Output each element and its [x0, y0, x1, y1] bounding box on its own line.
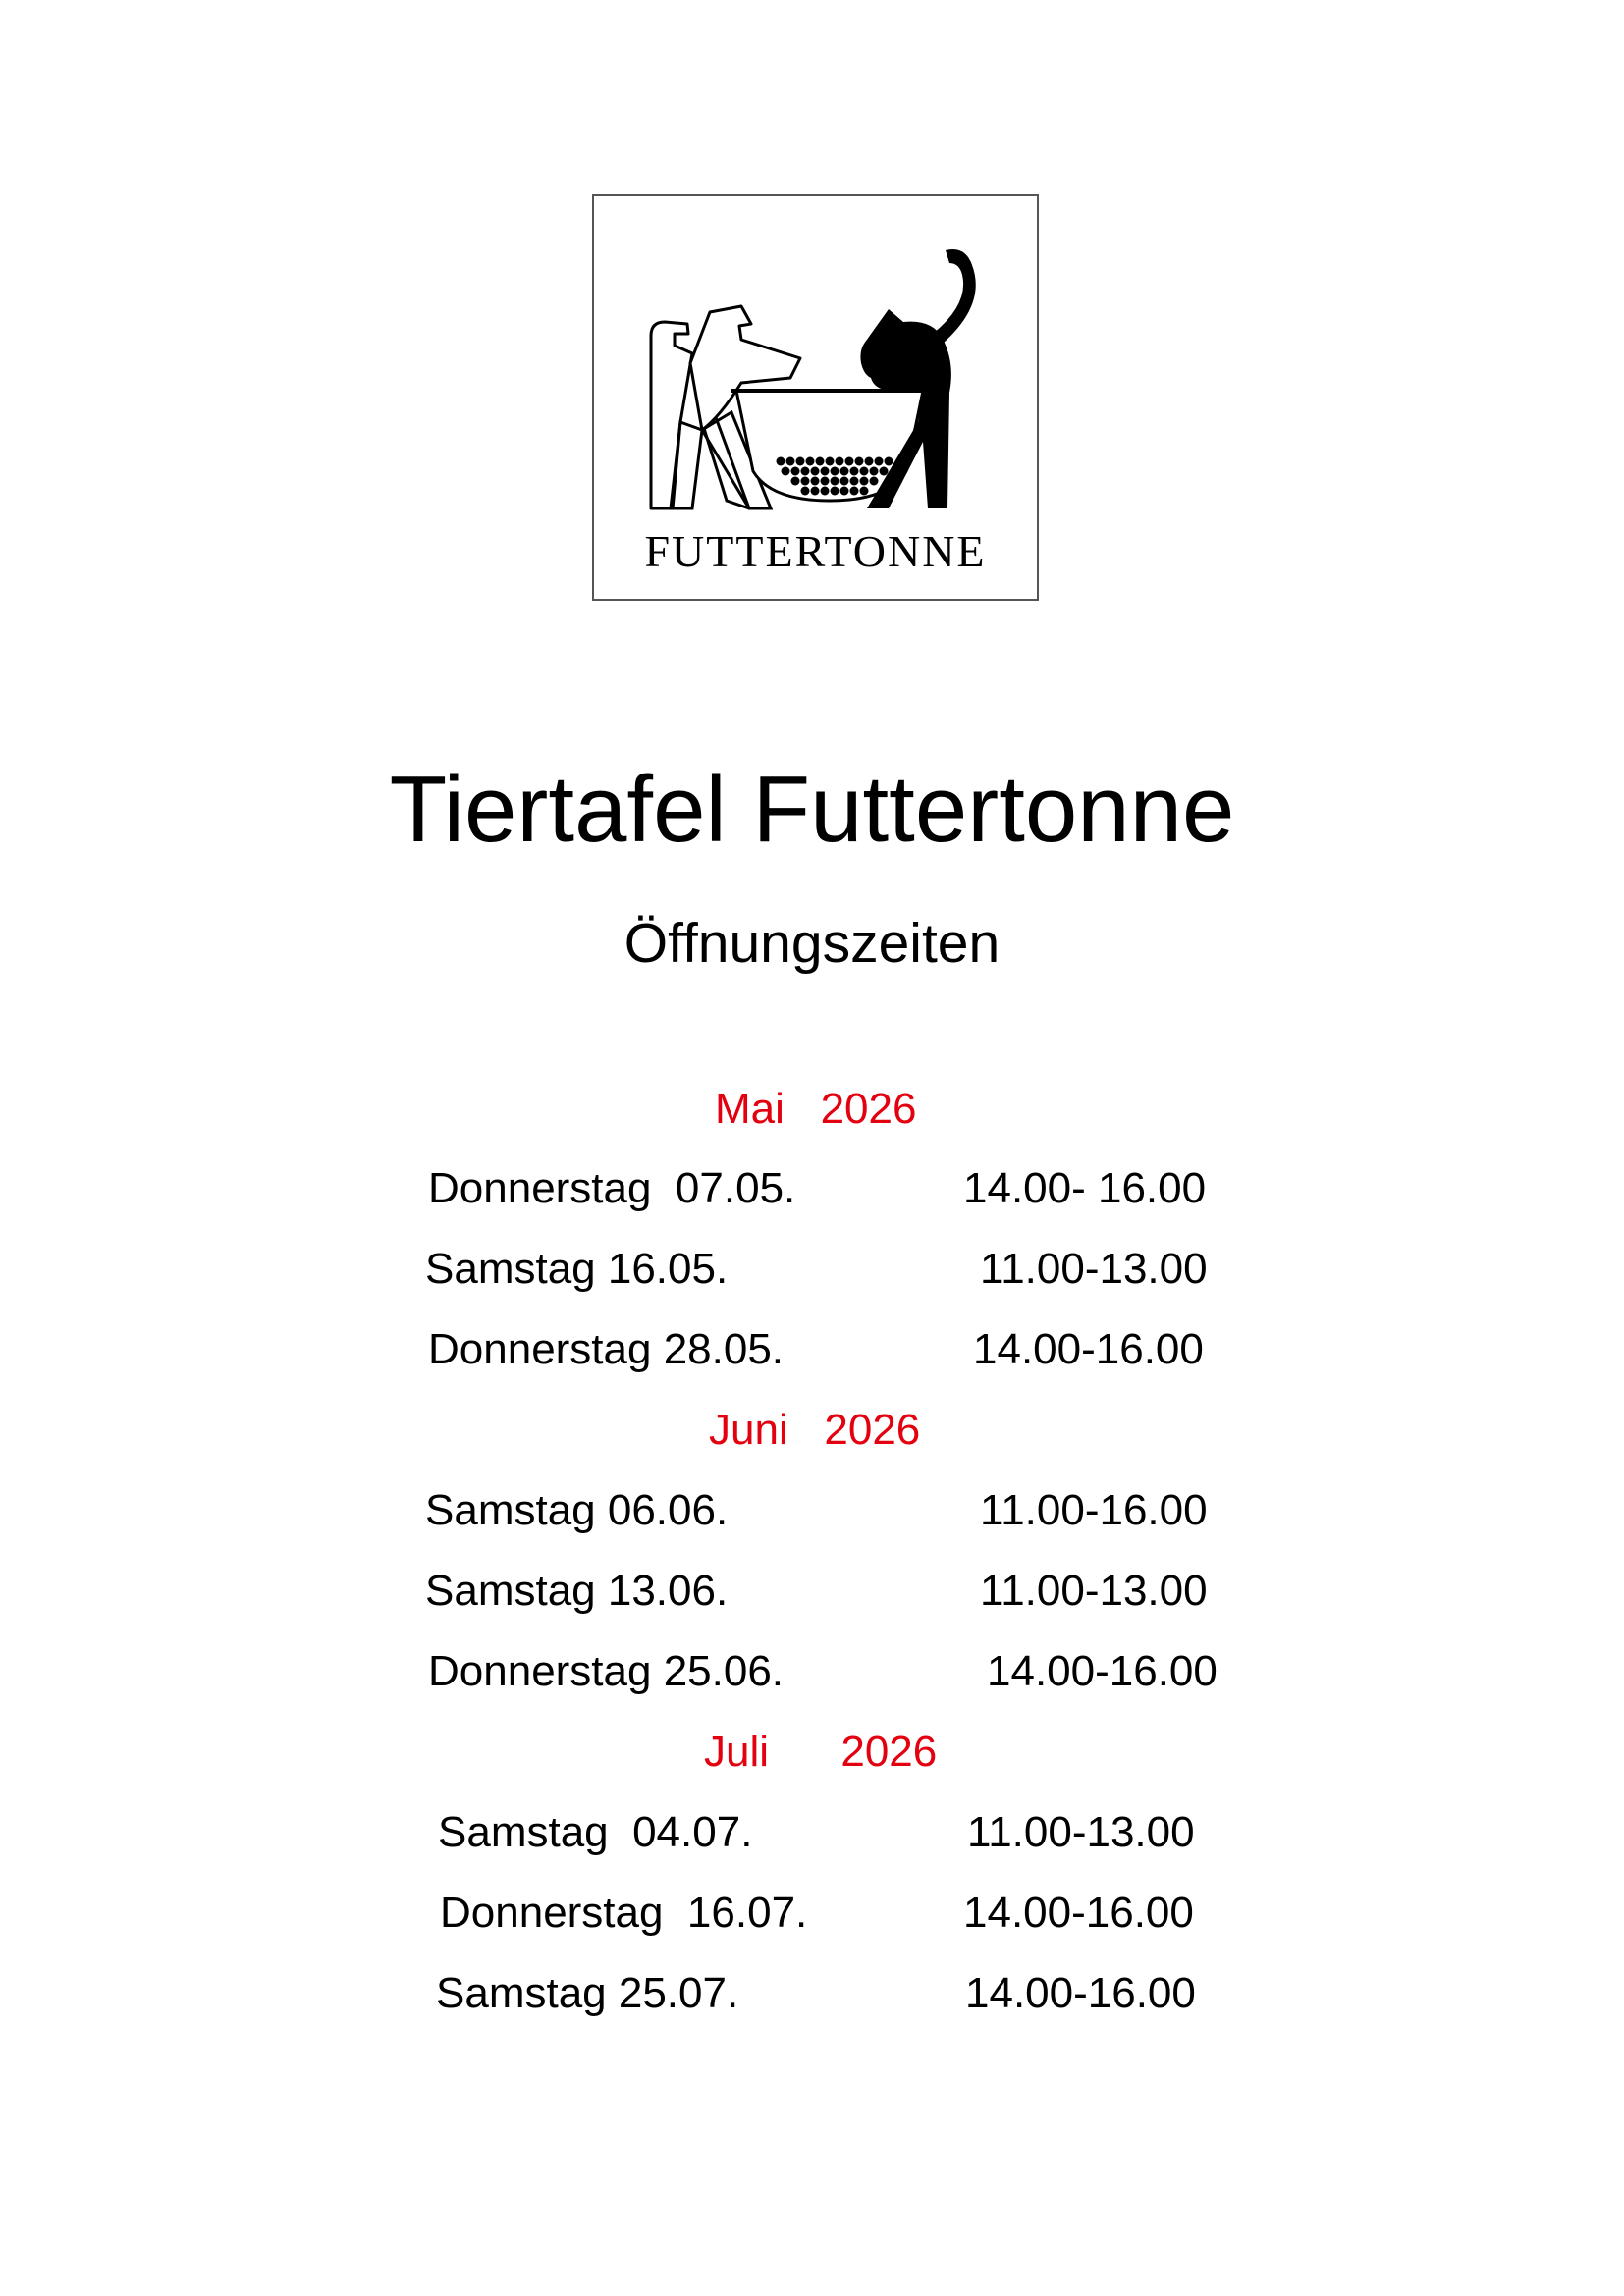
cat-tail — [933, 249, 976, 344]
dog-leg — [671, 422, 702, 508]
month-heading-mai: Mai 2026 — [715, 1085, 917, 1133]
schedule-date: Donnerstag 16.07. — [440, 1889, 808, 1937]
schedule-time: 11.00-13.00 — [980, 1245, 1208, 1293]
page-subtitle: Öffnungszeiten — [623, 912, 1001, 975]
schedule-date: Samstag 16.05. — [425, 1245, 729, 1293]
logo-text: FUTTERTONNE — [644, 526, 987, 576]
schedule-date: Donnerstag 07.05. — [428, 1164, 796, 1212]
schedule-date: Samstag 06.06. — [425, 1486, 729, 1534]
schedule-time: 14.00-16.00 — [965, 1969, 1196, 2017]
page-title: Tiertafel Futtertonne — [389, 757, 1235, 862]
schedule-time: 11.00-13.00 — [967, 1808, 1195, 1856]
schedule-time: 14.00- 16.00 — [963, 1164, 1207, 1212]
schedule-date: Samstag 04.07. — [438, 1808, 753, 1856]
schedule-date: Donnerstag 28.05. — [428, 1325, 785, 1373]
month-heading-juni: Juni 2026 — [709, 1406, 921, 1454]
schedule-time: 11.00-16.00 — [980, 1486, 1208, 1534]
schedule-date: Samstag 13.06. — [425, 1567, 729, 1615]
schedule-date: Donnerstag 25.06. — [428, 1647, 785, 1695]
schedule-time: 14.00-16.00 — [963, 1889, 1194, 1937]
logo — [592, 194, 1039, 601]
month-heading-juli: Juli 2026 — [704, 1728, 938, 1776]
schedule-time: 11.00-13.00 — [980, 1567, 1208, 1615]
schedule-time: 14.00-16.00 — [973, 1325, 1204, 1373]
schedule-date: Samstag 25.07. — [436, 1969, 739, 2017]
schedule-time: 14.00-16.00 — [987, 1647, 1218, 1695]
